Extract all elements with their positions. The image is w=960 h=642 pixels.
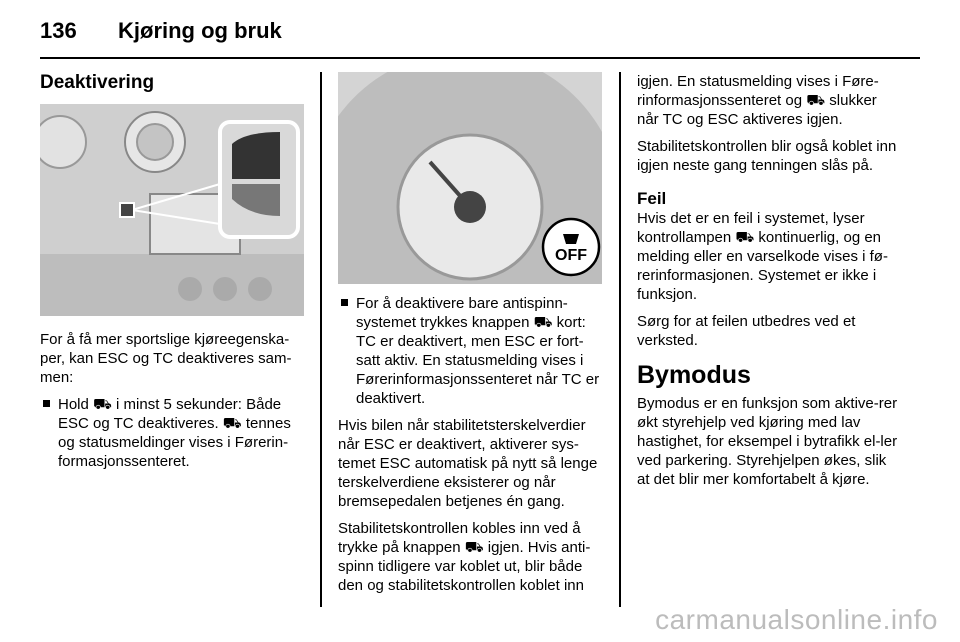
watermark: carmanualsonline.info: [655, 604, 938, 635]
chapter-title: Kjøring og bruk: [118, 18, 282, 43]
paragraph-city-mode: Bymodus er en funksjon som aktive-rer økt styrehjelp ved kjøring med lav hastighet, for eksempel i bytrafikk el-ler ved parkering. Styrehjelpen økes, slik at det blir mer komfortabelt å kjøre.: [637, 395, 898, 488]
intro-paragraph: For å få mer sportslige kjøreegenska-per, kan ESC og TC deaktiveres sam-men:: [40, 331, 292, 386]
dashboard-button-figure: [40, 104, 304, 316]
section-heading-bymodus: Bymodus: [637, 361, 751, 389]
bullet-text: For å deaktivere bare antispinn-systemet trykkes knappen ⛟ kort: TC er deaktivert, men ESC er fort-satt aktiv. En statusmelding vises i Førerinformasjonssenteret når TC er deaktivert.: [356, 295, 600, 407]
paragraph-ignition: Stabilitetskontrollen blir også koblet inn igjen neste gang tenningen slås på.: [637, 138, 897, 174]
bullet-hold-button: [40, 395, 304, 471]
paragraph-fault: Hvis det er en feil i systemet, lyser kontrollampen ⛟ kontinuerlig, og en melding eller en varselkode vises i fø-rerinformasjonen. Systemet er ikke i funksjon.: [637, 210, 888, 303]
gauge-off-figure: [338, 72, 602, 284]
paragraph-threshold: Hvis bilen når stabilitetsterskelverdier når ESC er deaktivert, aktiverer sys-temet ESC automatisk på nytt så lenge terskelverdiene eksisterer og når bremsepedalen betjenes én gang.: [338, 417, 598, 510]
column-divider-1: [320, 72, 322, 607]
paragraph-status-message: igjen. En statusmelding vises i Føre-rinformasjonssenteret og ⛟ slukker når TC og ESC aktiveres igjen.: [637, 73, 879, 128]
column-divider-2: [619, 72, 621, 607]
column-1: [40, 72, 304, 479]
paragraph-workshop: Sørg for at feilen utbedres ved et verksted.: [637, 313, 856, 349]
off-label: OFF: [555, 247, 587, 264]
section-heading-deaktivering: Deaktivering: [40, 72, 155, 93]
paragraph-reactivate: Stabilitetskontrollen kobles inn ved å trykke på knappen ⛟ igjen. Hvis anti-spinn tidligere var koblet ut, blir både den og stabilitetskontrollen koblet inn: [338, 520, 591, 594]
bullet-text: Hold ⛟ i minst 5 sekunder: Både ESC og TC deaktiveres. ⛟ tennes og statusmeldinger vises i Førerin-formasjonssenteret.: [58, 396, 291, 470]
page-number: 136: [40, 18, 77, 43]
bullet-marker: [43, 400, 50, 407]
section-heading-feil: Feil: [637, 189, 667, 208]
bullet-deactivate-tc: [338, 294, 602, 408]
column-3: [637, 72, 901, 497]
bullet-marker: [341, 299, 348, 306]
header-divider: [40, 57, 920, 59]
column-2: [338, 72, 602, 603]
